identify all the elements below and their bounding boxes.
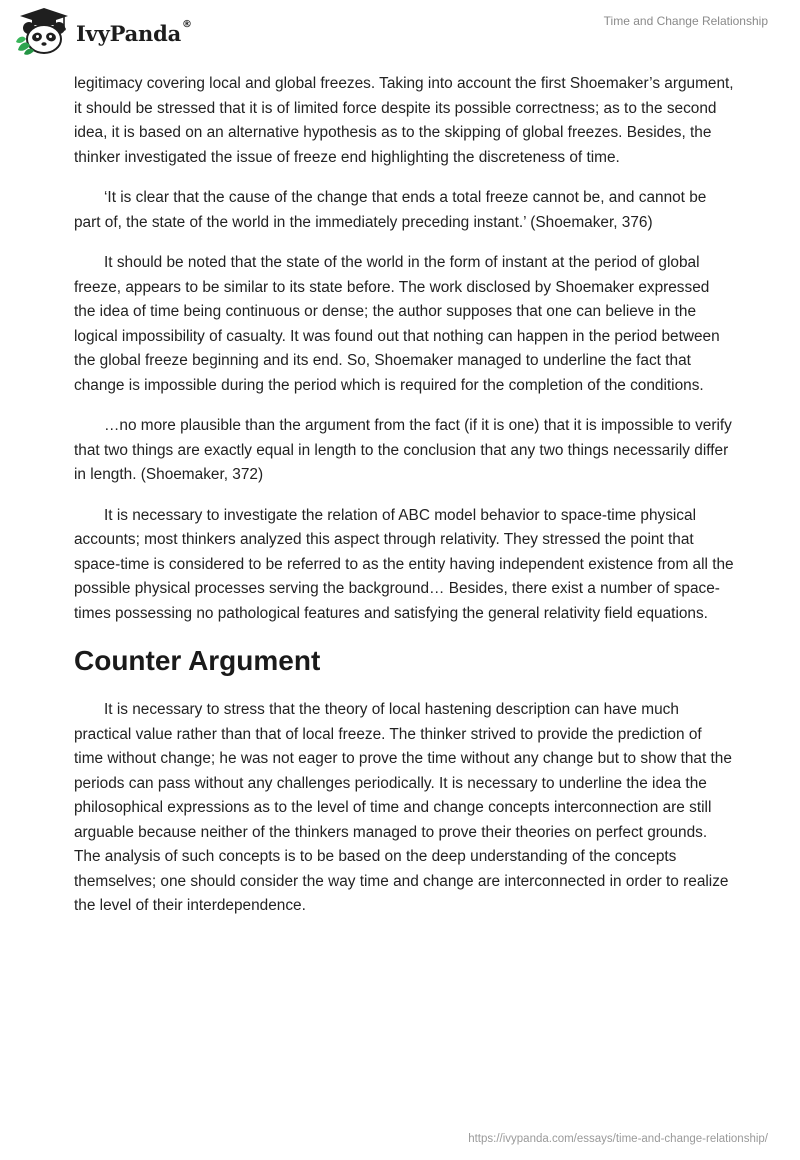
paragraph-3: It is necessary to investigate the relation of ABC model behavior to space-time physical accounts; most thinkers analyzed this aspect through relativity. They stressed the point that space-time is considered to be referred to as the entity having independent existence from all the possible physical processes serving the background… Besides, there exist a number of space-times possessing no pathological features and satisfying the general relativity field equations.: [74, 506, 734, 622]
section-heading-counter-argument: Counter Argument: [74, 645, 321, 676]
document-title: Time and Change Relationship: [603, 14, 768, 28]
panda-graduation-cap-icon: [14, 6, 70, 56]
ivypanda-logo-link[interactable]: [14, 6, 192, 56]
logo-wordmark: IvyPanda®: [76, 18, 192, 46]
page-header: [0, 0, 800, 66]
paragraph-1: legitimacy covering local and global freezes. Taking into account the first Shoemaker’s argument, it should be stressed that it is of limited force despite its possible correctness; as to the second idea, it is based on an alternative hypothesis as to the skipping of global freezes. Besides, the thinker investigated the issue of freeze end highlighting the discreteness of time.: [74, 75, 734, 166]
footer-source-link[interactable]: https://ivypanda.com/essays/time-and-change-relationship/: [468, 1133, 768, 1145]
paragraph-4: It is necessary to stress that the theory of local hastening description can have much practical value rather than that of local freeze. The thinker strived to provide the prediction of time without change; he was not eager to prove the time without any change but to show that the periods can pass without any challenges periodically. It is necessary to underline the idea the philosophical expressions as to the level of time and change concepts interconnection are still arguable because neither of the thinkers managed to prove their theories on perfect grounds. The analysis of such concepts is to be based on the deep understanding of the concepts themselves; one should consider the way time and change are interconnected in order to realize the level of their interdependence.: [74, 701, 732, 914]
paragraph-2: It should be noted that the state of the world in the form of instant at the period of global freeze, appears to be similar to its state before. The work disclosed by Shoemaker expressed the idea of time being continuous or dense; the author supposes that one can believe in the logical impossibility of casualty. It was found out that nothing can happen in the period between the global freeze beginning and its end. So, Shoemaker managed to underline the fact that change is impossible during the period which is required for the completion of the conditions.: [74, 254, 720, 394]
quote-2: …no more plausible than the argument from the fact (if it is one) that it is impossible to verify that two things are exactly equal in length to the conclusion that any two things necessarily differ in length. (Shoemaker, 372): [74, 417, 732, 483]
essay-body: [74, 72, 734, 935]
registered-mark: ®: [182, 18, 192, 30]
quote-1: ‘It is clear that the cause of the change that ends a total freeze cannot be, and cannot be part of, the state of the world in the immediately preceding instant.’ (Shoemaker, 376): [74, 189, 707, 231]
